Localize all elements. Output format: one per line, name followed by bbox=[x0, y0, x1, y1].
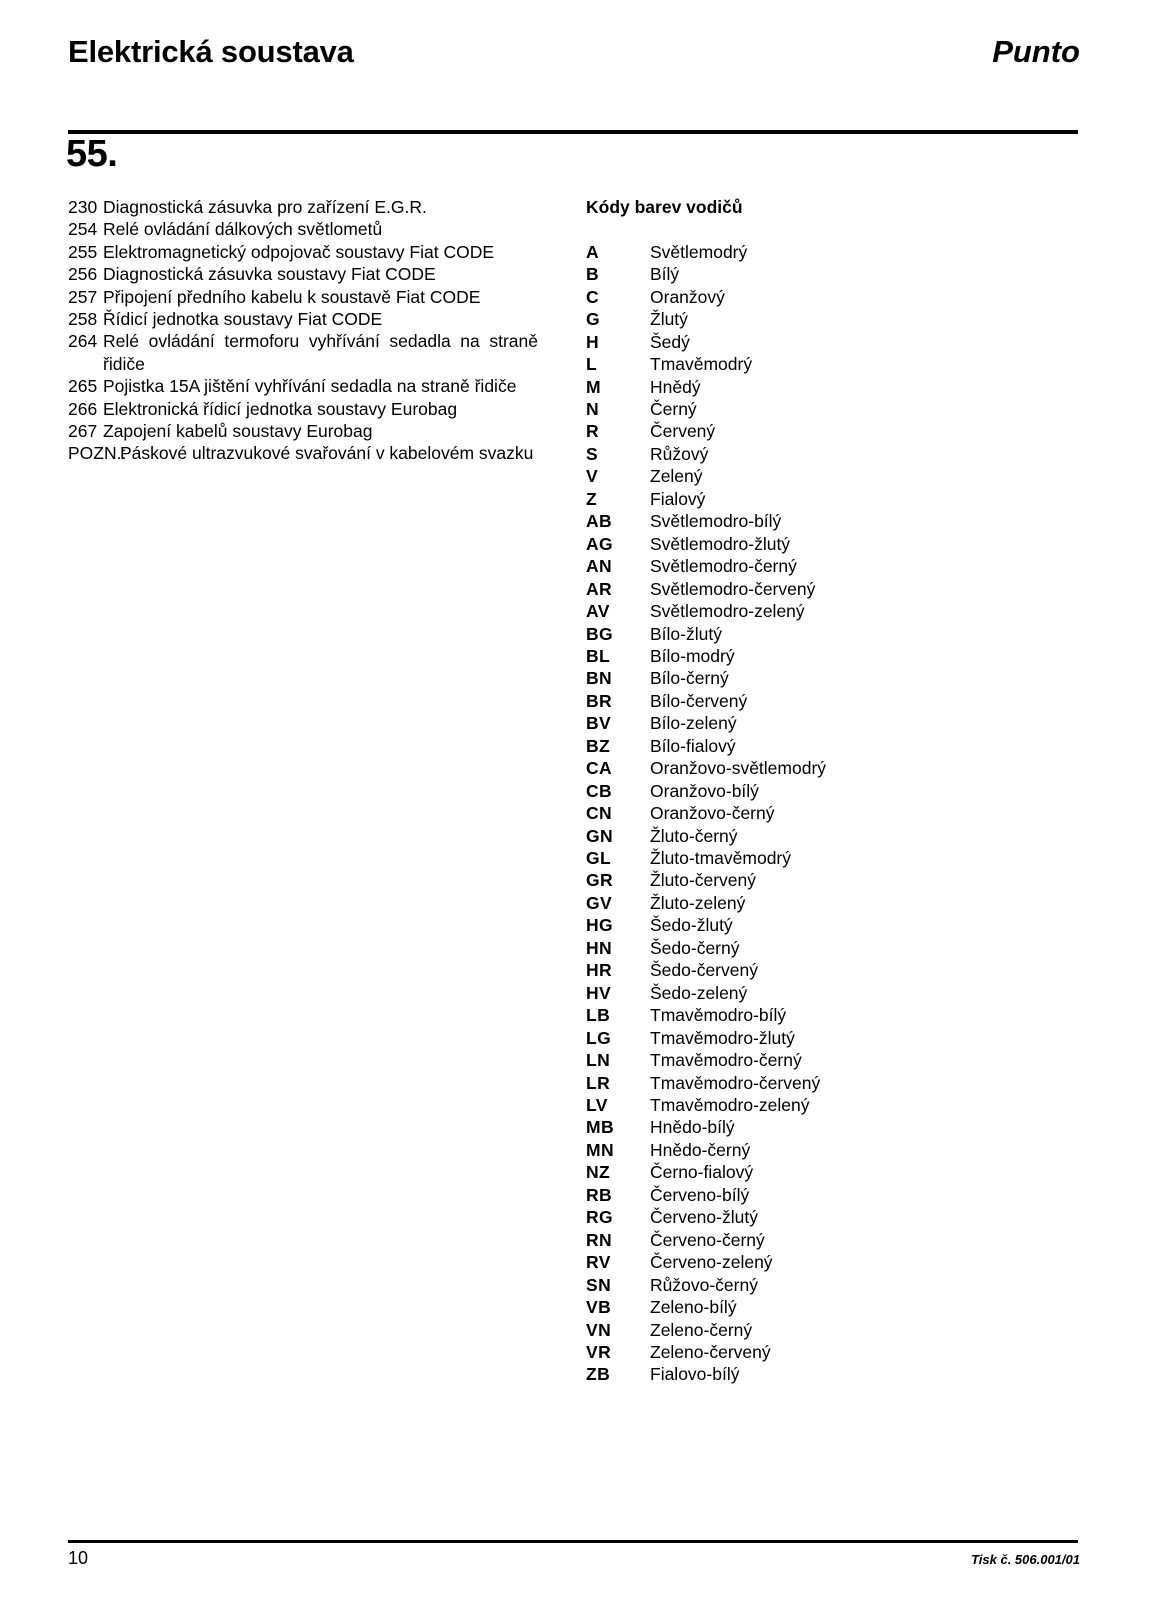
color-code-key: RG bbox=[586, 1207, 614, 1228]
color-code-name: Šedý bbox=[650, 331, 690, 352]
color-code-name: Šedo-červený bbox=[650, 960, 758, 981]
color-code-name: Tmavěmodro-černý bbox=[650, 1050, 802, 1071]
color-code-name: Žlutý bbox=[650, 309, 688, 330]
color-code-row bbox=[586, 1206, 1056, 1228]
color-code-row bbox=[586, 376, 1056, 398]
color-code-key: B bbox=[586, 264, 600, 285]
color-code-key: ZB bbox=[586, 1364, 611, 1385]
color-code-row bbox=[586, 667, 1056, 689]
color-code-key: M bbox=[586, 376, 601, 397]
color-code-row bbox=[586, 263, 1056, 285]
color-code-row bbox=[586, 241, 1056, 263]
legend-item-number: 267 bbox=[68, 421, 98, 442]
color-code-row bbox=[586, 465, 1056, 487]
legend-item-number: 230 bbox=[68, 197, 98, 217]
color-code-key: CN bbox=[586, 803, 613, 824]
legend-item-number: 266 bbox=[68, 398, 98, 419]
color-code-row bbox=[586, 555, 1056, 577]
color-code-key: VB bbox=[586, 1297, 612, 1318]
color-code-row bbox=[586, 623, 1056, 645]
color-code-row bbox=[586, 982, 1056, 1004]
color-code-name: Tmavěmodro-červený bbox=[650, 1072, 821, 1093]
legend-item bbox=[68, 308, 538, 330]
legend-item-text: Relé ovládání dálkových světlometů bbox=[103, 219, 383, 240]
color-code-key: CA bbox=[586, 758, 613, 779]
color-code-key: C bbox=[586, 286, 600, 307]
color-code-key: AB bbox=[586, 511, 613, 532]
color-code-key: G bbox=[586, 309, 601, 330]
color-code-key: BL bbox=[586, 645, 611, 666]
color-code-row bbox=[586, 1184, 1056, 1206]
color-code-name: Hnědo-černý bbox=[650, 1139, 751, 1160]
color-code-key: VN bbox=[586, 1319, 612, 1340]
footer-divider-rule bbox=[68, 1540, 1078, 1543]
legend-list bbox=[68, 196, 538, 465]
legend-item-text: Řídicí jednotka soustavy Fiat CODE bbox=[103, 309, 383, 330]
color-code-key: H bbox=[586, 331, 600, 352]
color-code-row bbox=[586, 1274, 1056, 1296]
color-code-name: Světlemodro-zelený bbox=[650, 601, 805, 622]
color-code-key: MB bbox=[586, 1117, 615, 1138]
section-number: 55. bbox=[66, 133, 118, 175]
color-code-name: Růžový bbox=[650, 443, 709, 464]
color-code-key: V bbox=[586, 466, 599, 487]
color-code-name: Bílo-modrý bbox=[650, 645, 735, 666]
color-code-name: Šedo-černý bbox=[650, 937, 740, 958]
color-code-row bbox=[586, 892, 1056, 914]
page-footer bbox=[68, 1549, 1080, 1567]
color-code-name: Oranžový bbox=[650, 286, 725, 307]
color-code-row bbox=[586, 780, 1056, 802]
color-code-row bbox=[586, 331, 1056, 353]
legend-item-number: 254 bbox=[68, 219, 98, 240]
color-code-name: Tmavěmodro-žlutý bbox=[650, 1027, 795, 1048]
color-code-name: Tmavěmodrý bbox=[650, 354, 753, 375]
color-code-row bbox=[586, 959, 1056, 981]
color-code-row bbox=[586, 1139, 1056, 1161]
legend-item-text: Zapojení kabelů soustavy Eurobag bbox=[103, 421, 373, 442]
color-code-key: LR bbox=[586, 1072, 611, 1093]
legend-item-number: 258 bbox=[68, 309, 98, 330]
color-code-name: Červeno-černý bbox=[650, 1229, 765, 1250]
color-code-name: Červeno-zelený bbox=[650, 1252, 773, 1273]
color-code-name: Bílo-fialový bbox=[650, 735, 736, 756]
color-code-row bbox=[586, 825, 1056, 847]
color-code-row bbox=[586, 914, 1056, 936]
color-code-name: Červeno-žlutý bbox=[650, 1207, 758, 1228]
page-number: 10 bbox=[68, 1548, 89, 1568]
color-code-key: GV bbox=[586, 892, 613, 913]
color-code-row bbox=[586, 286, 1056, 308]
color-code-key: RB bbox=[586, 1184, 613, 1205]
color-code-row bbox=[586, 443, 1056, 465]
color-code-row bbox=[586, 847, 1056, 869]
color-code-name: Červený bbox=[650, 421, 716, 442]
color-code-name: Fialovo-bílý bbox=[650, 1364, 740, 1385]
color-code-row bbox=[586, 1049, 1056, 1071]
color-code-key: AN bbox=[586, 556, 613, 577]
color-code-key: BR bbox=[586, 690, 613, 711]
color-code-key: S bbox=[586, 443, 599, 464]
color-code-key: SN bbox=[586, 1274, 612, 1295]
legend-item-text: Pojistka 15A jištění vyhřívání sedadla na straně řidiče bbox=[103, 376, 517, 397]
color-code-name: Hnědo-bílý bbox=[650, 1117, 735, 1138]
color-code-key: N bbox=[586, 398, 600, 419]
color-code-row bbox=[586, 690, 1056, 712]
color-code-key: RV bbox=[586, 1252, 611, 1273]
color-code-row bbox=[586, 757, 1056, 779]
color-code-key: BV bbox=[586, 713, 612, 734]
color-code-name: Šedo-zelený bbox=[650, 982, 748, 1003]
color-code-row bbox=[586, 645, 1056, 667]
color-code-row bbox=[586, 1319, 1056, 1341]
color-code-row bbox=[586, 1072, 1056, 1094]
color-code-key: AG bbox=[586, 533, 614, 554]
color-code-name: Černo-fialový bbox=[650, 1162, 754, 1183]
color-code-key: LN bbox=[586, 1050, 611, 1071]
color-code-row bbox=[586, 735, 1056, 757]
color-code-name: Bílo-žlutý bbox=[650, 623, 722, 644]
color-code-row bbox=[586, 353, 1056, 375]
color-code-name: Černý bbox=[650, 398, 697, 419]
color-code-row bbox=[586, 937, 1056, 959]
color-code-name: Žluto-zelený bbox=[650, 892, 746, 913]
color-code-row bbox=[586, 1004, 1056, 1026]
color-code-row bbox=[586, 1027, 1056, 1049]
color-code-name: Žluto-černý bbox=[650, 825, 738, 846]
legend-item bbox=[68, 330, 538, 375]
color-code-key: A bbox=[586, 241, 600, 262]
legend-item-text: Relé ovládání termoforu vyhřívání sedadla na straně řidiče bbox=[103, 331, 538, 374]
color-code-name: Šedo-žlutý bbox=[650, 915, 733, 936]
color-code-key: CB bbox=[586, 780, 613, 801]
color-code-name: Tmavěmodro-bílý bbox=[650, 1005, 787, 1026]
color-code-key: LG bbox=[586, 1027, 612, 1048]
legend-item-text: Páskové ultrazvukové svařování v kabelovém svazku bbox=[120, 443, 534, 464]
color-code-name: Oranžovo-bílý bbox=[650, 780, 759, 801]
color-code-row bbox=[586, 1341, 1056, 1363]
color-code-key: NZ bbox=[586, 1162, 611, 1183]
color-code-name: Světlemodro-černý bbox=[650, 556, 797, 577]
color-code-name: Bílo-černý bbox=[650, 668, 729, 689]
color-code-name: Zelený bbox=[650, 466, 703, 487]
legend-item bbox=[68, 420, 538, 442]
legend-item-number: POZN.: bbox=[68, 443, 127, 464]
color-code-key: LV bbox=[586, 1095, 608, 1116]
color-code-key: BZ bbox=[586, 735, 611, 756]
legend-item bbox=[68, 375, 538, 397]
print-code: Tisk č. 506.001/01 bbox=[971, 1552, 1080, 1567]
legend-item bbox=[68, 263, 538, 285]
color-code-key: AR bbox=[586, 578, 613, 599]
color-code-name: Červeno-bílý bbox=[650, 1184, 750, 1205]
color-code-name: Bílý bbox=[650, 264, 680, 285]
legend-item-text: Diagnostická zásuvka soustavy Fiat CODE bbox=[103, 264, 436, 285]
color-code-key: GR bbox=[586, 870, 614, 891]
legend-item-number: 256 bbox=[68, 264, 98, 285]
color-code-row bbox=[586, 1161, 1056, 1183]
color-code-name: Světlemodro-bílý bbox=[650, 511, 782, 532]
color-code-name: Světlemodro-červený bbox=[650, 578, 816, 599]
color-code-name: Oranžovo-světlemodrý bbox=[650, 758, 827, 779]
color-code-row bbox=[586, 1116, 1056, 1138]
legend-item-text: Elektronická řídicí jednotka soustavy Eurobag bbox=[103, 398, 458, 419]
color-code-name: Světlemodro-žlutý bbox=[650, 533, 791, 554]
color-codes-heading: Kódy barev vodičů bbox=[586, 197, 743, 217]
color-code-name: Zeleno-černý bbox=[650, 1319, 753, 1340]
color-code-key: BG bbox=[586, 623, 614, 644]
legend-item-text: Diagnostická zásuvka pro zařízení E.G.R. bbox=[103, 197, 427, 217]
color-code-name: Zeleno-červený bbox=[650, 1342, 771, 1362]
color-code-row bbox=[586, 712, 1056, 734]
legend-item-number: 265 bbox=[68, 376, 98, 397]
color-code-key: GL bbox=[586, 848, 612, 869]
vehicle-model-label: Punto bbox=[992, 34, 1080, 69]
color-code-row bbox=[586, 398, 1056, 420]
color-code-name: Růžovo-černý bbox=[650, 1274, 758, 1295]
color-codes-list bbox=[586, 241, 1056, 1386]
color-code-row bbox=[586, 1251, 1056, 1273]
color-code-row bbox=[586, 533, 1056, 555]
color-code-key: AV bbox=[586, 601, 610, 622]
color-code-key: GN bbox=[586, 825, 614, 846]
header-divider-rule bbox=[68, 130, 1078, 134]
legend-item bbox=[68, 241, 538, 263]
color-codes-column bbox=[586, 196, 1056, 1386]
color-code-row bbox=[586, 308, 1056, 330]
color-code-name: Hnědý bbox=[650, 376, 701, 397]
color-code-row bbox=[586, 420, 1056, 442]
color-code-key: HR bbox=[586, 960, 613, 981]
color-code-name: Oranžovo-černý bbox=[650, 803, 775, 824]
color-code-key: HG bbox=[586, 915, 614, 936]
legend-item-number: 257 bbox=[68, 286, 98, 307]
legend-item-number: 264 bbox=[68, 331, 98, 352]
color-code-key: L bbox=[586, 354, 598, 375]
color-code-key: RN bbox=[586, 1229, 613, 1250]
color-code-row bbox=[586, 1094, 1056, 1116]
color-code-row bbox=[586, 600, 1056, 622]
color-code-row bbox=[586, 1229, 1056, 1251]
page-header bbox=[68, 36, 1080, 84]
color-code-name: Bílo-červený bbox=[650, 690, 748, 711]
legend-item bbox=[68, 218, 538, 240]
color-code-key: VR bbox=[586, 1342, 612, 1362]
color-code-key: BN bbox=[586, 668, 613, 689]
color-code-row bbox=[586, 1363, 1056, 1385]
color-code-key: LB bbox=[586, 1005, 611, 1026]
color-code-key: MN bbox=[586, 1139, 615, 1160]
color-code-row bbox=[586, 578, 1056, 600]
legend-item-number: 255 bbox=[68, 241, 98, 262]
page-title: Elektrická soustava bbox=[68, 34, 354, 69]
color-code-row bbox=[586, 488, 1056, 510]
legend-column bbox=[68, 196, 538, 465]
color-code-key: HN bbox=[586, 937, 613, 958]
color-code-key: HV bbox=[586, 982, 612, 1003]
color-code-name: Fialový bbox=[650, 488, 706, 509]
color-code-key: Z bbox=[586, 488, 598, 509]
legend-item bbox=[68, 442, 538, 464]
color-code-name: Tmavěmodro-zelený bbox=[650, 1095, 810, 1116]
color-code-name: Žluto-tmavěmodrý bbox=[650, 848, 792, 869]
legend-item-text: Elektromagnetický odpojovač soustavy Fiat CODE bbox=[103, 241, 494, 262]
color-code-row bbox=[586, 802, 1056, 824]
color-code-name: Zeleno-bílý bbox=[650, 1297, 737, 1318]
legend-item-text: Připojení předního kabelu k soustavě Fiat CODE bbox=[103, 286, 481, 307]
color-code-name: Bílo-zelený bbox=[650, 713, 737, 734]
legend-item bbox=[68, 286, 538, 308]
legend-item bbox=[68, 398, 538, 420]
color-code-name: Žluto-červený bbox=[650, 870, 757, 891]
color-code-row bbox=[586, 1296, 1056, 1318]
color-code-name: Světlemodrý bbox=[650, 241, 748, 262]
color-code-row bbox=[586, 869, 1056, 891]
legend-item bbox=[68, 196, 538, 218]
color-code-key: R bbox=[586, 421, 600, 442]
color-code-row bbox=[586, 510, 1056, 532]
